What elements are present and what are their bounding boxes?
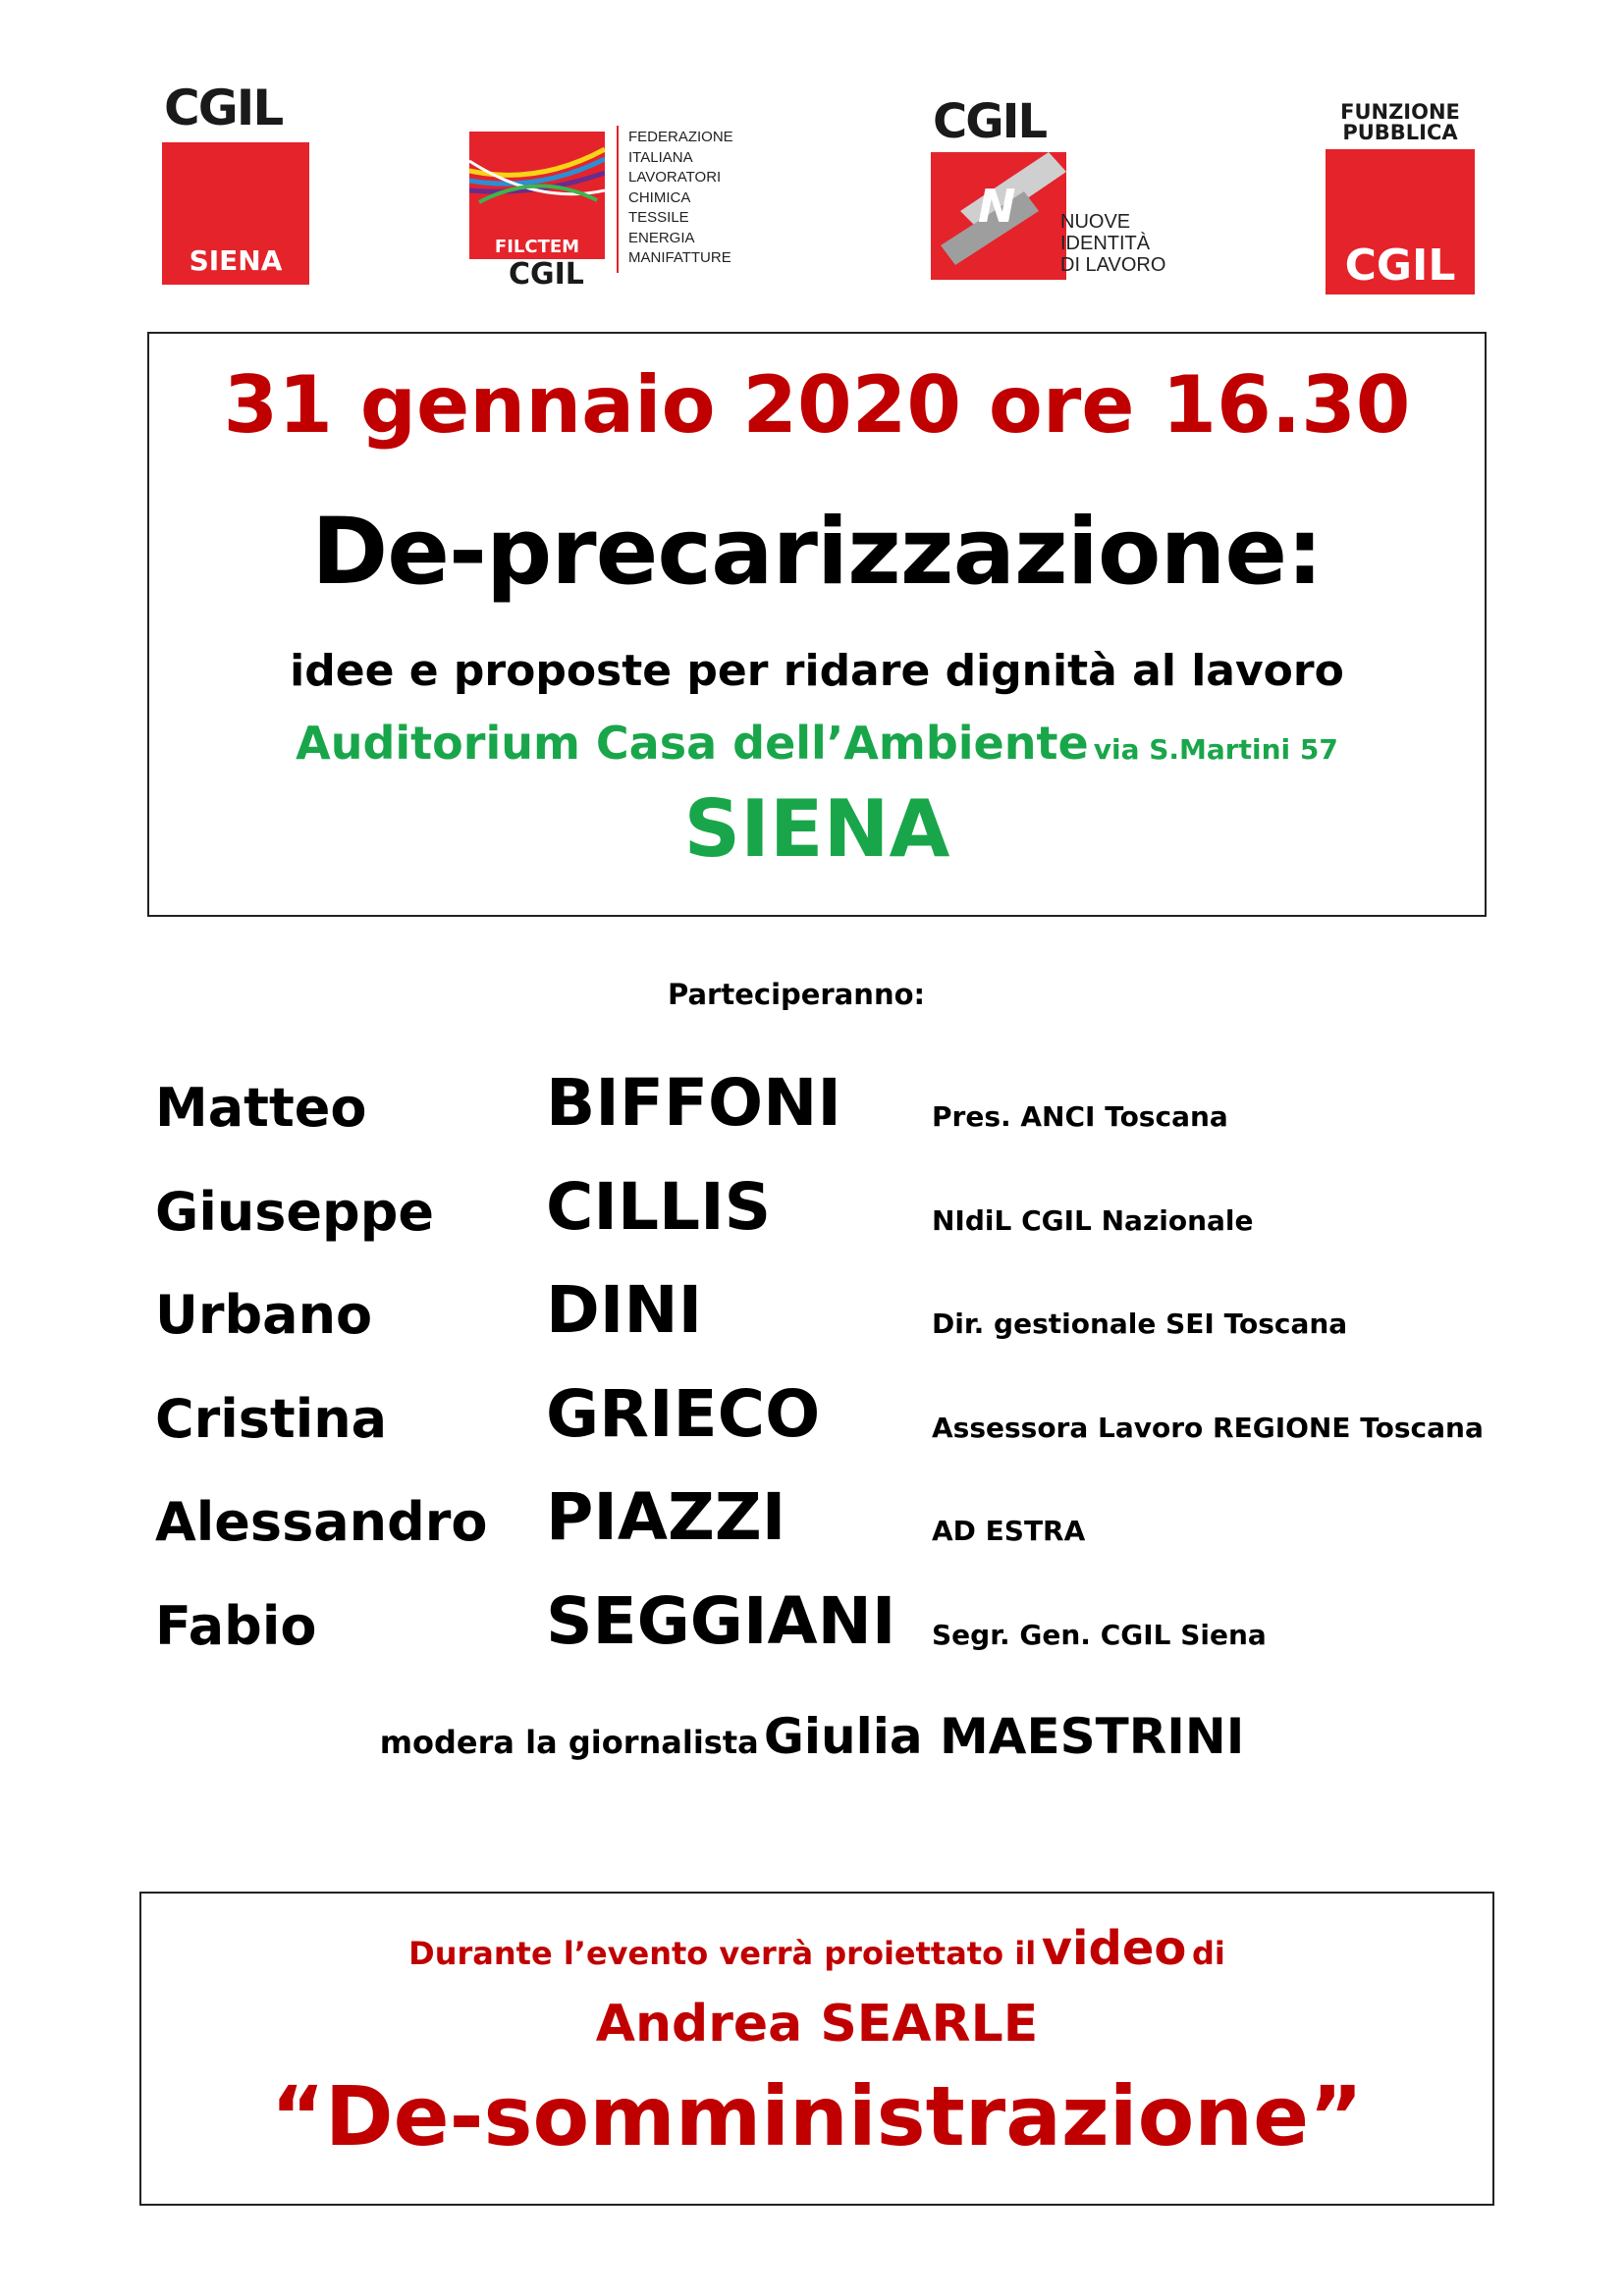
participant-role: Segr. Gen. CGIL Siena [932, 1619, 1267, 1651]
event-venue: Auditorium Casa dell’Ambiente [296, 717, 1089, 770]
moderator-name: Giulia MAESTRINI [763, 1708, 1245, 1765]
cgil-siena-logo [162, 80, 309, 285]
nidil-line: NUOVE [1060, 211, 1131, 233]
fp-logo-line1: FUNZIONE [1340, 100, 1460, 124]
filctem-line: TESSILE [628, 209, 689, 226]
video-intro-a: Durante l’evento verrà proiettato il [408, 1935, 1037, 1972]
participant-role: Pres. ANCI Toscana [932, 1100, 1228, 1133]
filctem-red-block [469, 132, 605, 259]
nidil-line: DI LAVORO [1060, 254, 1166, 276]
filctem-brand-bottom: CGIL [509, 257, 584, 292]
participant-first-name: Giuseppe [155, 1181, 434, 1243]
video-author: Andrea SEARLE [595, 1995, 1039, 2054]
participant-first-name: Fabio [155, 1595, 317, 1657]
filctem-line: ENERGIA [628, 229, 695, 246]
filctem-brand-top: FILCTEM [494, 237, 580, 257]
participant-role: Assessora Lavoro REGIONE Toscana [932, 1412, 1484, 1444]
participant-row [155, 1479, 1579, 1577]
filctem-line: MANIFATTURE [628, 249, 731, 266]
participant-first-name: Alessandro [155, 1491, 488, 1553]
participant-last-name: SEGGIANI [546, 1583, 896, 1659]
fp-red-block [1326, 149, 1475, 294]
fp-logo-label: CGIL [1344, 240, 1456, 291]
participant-row [155, 1169, 1579, 1267]
event-datetime: 31 gennaio 2020 ore 16.30 [223, 359, 1411, 451]
filctem-line: CHIMICA [628, 188, 691, 206]
video-intro-b: video [1041, 1921, 1187, 1976]
participant-last-name: DINI [546, 1272, 703, 1348]
event-city: SIENA [683, 783, 950, 875]
participant-last-name: GRIECO [546, 1376, 821, 1452]
participant-row [155, 1376, 1579, 1474]
participant-last-name: BIFFONI [546, 1065, 841, 1141]
participant-row [155, 1272, 1579, 1370]
fp-logo-line2: PUBBLICA [1342, 121, 1458, 144]
event-address: via S.Martini 57 [1093, 733, 1338, 766]
video-intro-c: di [1191, 1935, 1225, 1972]
video-intro-line [141, 1921, 1492, 1976]
video-info-box [139, 1892, 1494, 2206]
cgil-siena-red-block [162, 142, 309, 285]
filctem-line: LAVORATORI [628, 169, 722, 186]
event-title: De-precarizzazione: [311, 499, 1323, 606]
filctem-logo [469, 126, 784, 297]
participants-heading: Parteciperanno: [668, 978, 926, 1011]
participant-role: Dir. gestionale SEI Toscana [932, 1308, 1348, 1340]
fp-cgil-logo [1326, 100, 1475, 296]
participant-role: AD ESTRA [932, 1515, 1086, 1547]
filctem-line: ITALIANA [628, 148, 693, 166]
participant-row [155, 1583, 1579, 1682]
nidil-text-lines [1060, 211, 1165, 276]
moderator-line [0, 1708, 1624, 1765]
participant-row [155, 1065, 1579, 1163]
participant-first-name: Cristina [155, 1388, 388, 1450]
nidil-letter: N [978, 180, 1016, 233]
nidil-red-block [931, 152, 1066, 280]
participant-last-name: PIAZZI [546, 1479, 786, 1555]
video-title: “De-somministrazione” [270, 2068, 1364, 2164]
participant-first-name: Urbano [155, 1284, 373, 1346]
event-info-box [147, 332, 1487, 917]
nidil-logo [931, 94, 1186, 294]
moderator-prefix: modera la giornalista [379, 1724, 759, 1761]
participant-role: NIdiL CGIL Nazionale [932, 1204, 1254, 1237]
nidil-logo-title: CGIL [933, 94, 1047, 149]
participant-last-name: CILLIS [546, 1169, 772, 1245]
event-subtitle: idee e proposte per ridare dignità al lavoro [290, 646, 1344, 696]
filctem-divider [617, 126, 619, 273]
filctem-line: FEDERAZIONE [628, 129, 733, 145]
event-venue-line [149, 717, 1485, 770]
participant-first-name: Matteo [155, 1077, 367, 1139]
nidil-line: IDENTITÀ [1060, 233, 1151, 254]
cgil-siena-logo-title: CGIL [164, 80, 283, 136]
filctem-text-lines [628, 128, 733, 269]
cgil-siena-logo-label: SIENA [189, 244, 283, 277]
